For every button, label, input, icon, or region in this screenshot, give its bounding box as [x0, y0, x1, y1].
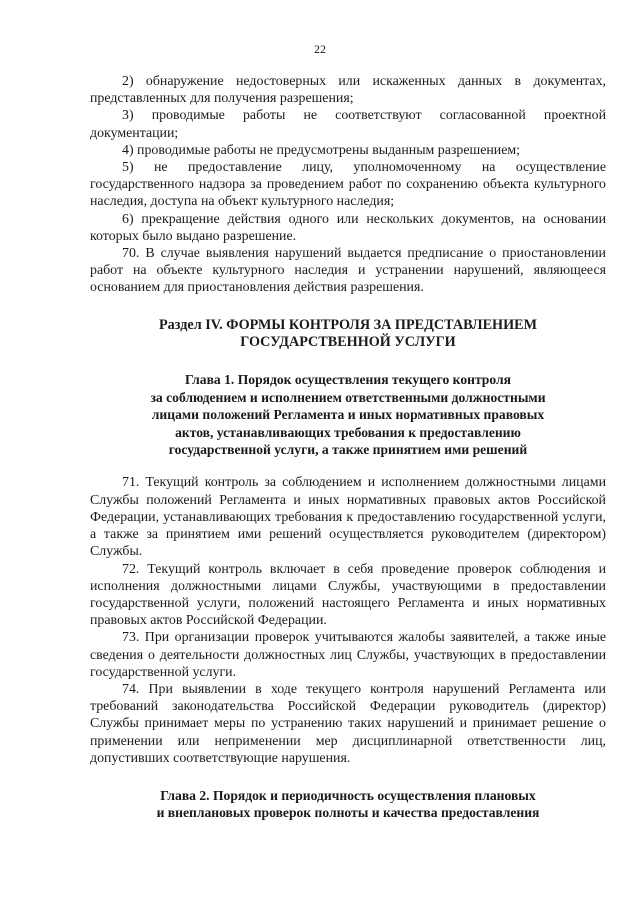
- paragraph-item-4: 4) проводимые работы не предусмотрены выданным разрешением;: [122, 142, 521, 158]
- section-title-line: ГОСУДАРСТВЕННОЙ УСЛУГИ: [240, 334, 456, 351]
- chapter-title-line: Глава 2. Порядок и периодичность осуществления плановых: [160, 787, 536, 803]
- paragraph-item-2: 2) обнаружение недостоверных или искаженных данных в документах, представленных для получения разрешения;: [90, 74, 606, 107]
- paragraph-item-5: 5) не предоставление лицу, уполномоченному на осуществление государственного надзора за проведением работ по сохранению объекта культурного наследия, доступа на объект культурного наследия;: [90, 160, 606, 210]
- paragraph-73: 73. При организации проверок учитываются жалобы заявителей, а также иные сведения о деятельности должностных лиц Службы, участвующих в предоставлении государственной услуги.: [90, 630, 606, 680]
- chapter-title-line: актов, устанавливающих требования к предоставлению: [175, 424, 521, 440]
- chapter-1-title: [90, 371, 606, 458]
- chapter-title-line: государственной услуги, а также принятием ими решений: [168, 442, 528, 458]
- paragraph-71: 71. Текущий контроль за соблюдением и исполнением должностными лицами Службы положений Регламента и иных нормативных правовых актов Российской Федерации, устанавливающих требования к предоставлению государственной услуги, а также за принятием ими решений осуществляется руководителем (директором) Службы.: [90, 475, 606, 560]
- chapter-title-line: и внеплановых проверок полноты и качества предоставления: [156, 805, 540, 821]
- paragraph-item-6: 6) прекращение действия одного или нескольких документов, на основании которых было выдано разрешение.: [90, 211, 606, 244]
- paragraph-70: 70. В случае выявления нарушений выдается предписание о приостановлении работ на объекте культурного наследия и устранении нарушений, являющееся основанием для приостановления действия разрешения.: [90, 246, 606, 296]
- paragraph-item-3: 3) проводимые работы не соответствуют согласованной проектной документации;: [90, 108, 606, 141]
- chapter-2-title: [90, 787, 606, 822]
- page-content: [90, 73, 606, 822]
- chapter-title-line: лицами положений Регламента и иных нормативных правовых: [151, 407, 545, 423]
- paragraph-72: 72. Текущий контроль включает в себя проведение проверок соблюдения и исполнения должностными лицами Службы, участвующими в предоставлении государственной услуги, положений настоящего Регламента и иных нормативных правовых актов Российской Федерации.: [90, 561, 606, 629]
- section-title-line: Раздел IV. ФОРМЫ КОНТРОЛЯ ЗА ПРЕДСТАВЛЕНИЕМ: [159, 316, 537, 333]
- chapter-title-line: Глава 1. Порядок осуществления текущего контроля: [185, 372, 511, 388]
- paragraph-74: 74. При выявлении в ходе текущего контроля нарушений Регламента или требований законодательства Российской Федерации руководитель (директор) Службы принимает меры по устранению таких нарушений и принимает решение о применении или неприменении мер дисциплинарной ответственности лиц, допустивших соответствующие нарушения.: [90, 681, 606, 766]
- chapter-title-line: за соблюдением и исполнением ответственными должностными: [150, 389, 546, 405]
- section-title: [90, 317, 606, 352]
- page-number: 22: [314, 42, 326, 56]
